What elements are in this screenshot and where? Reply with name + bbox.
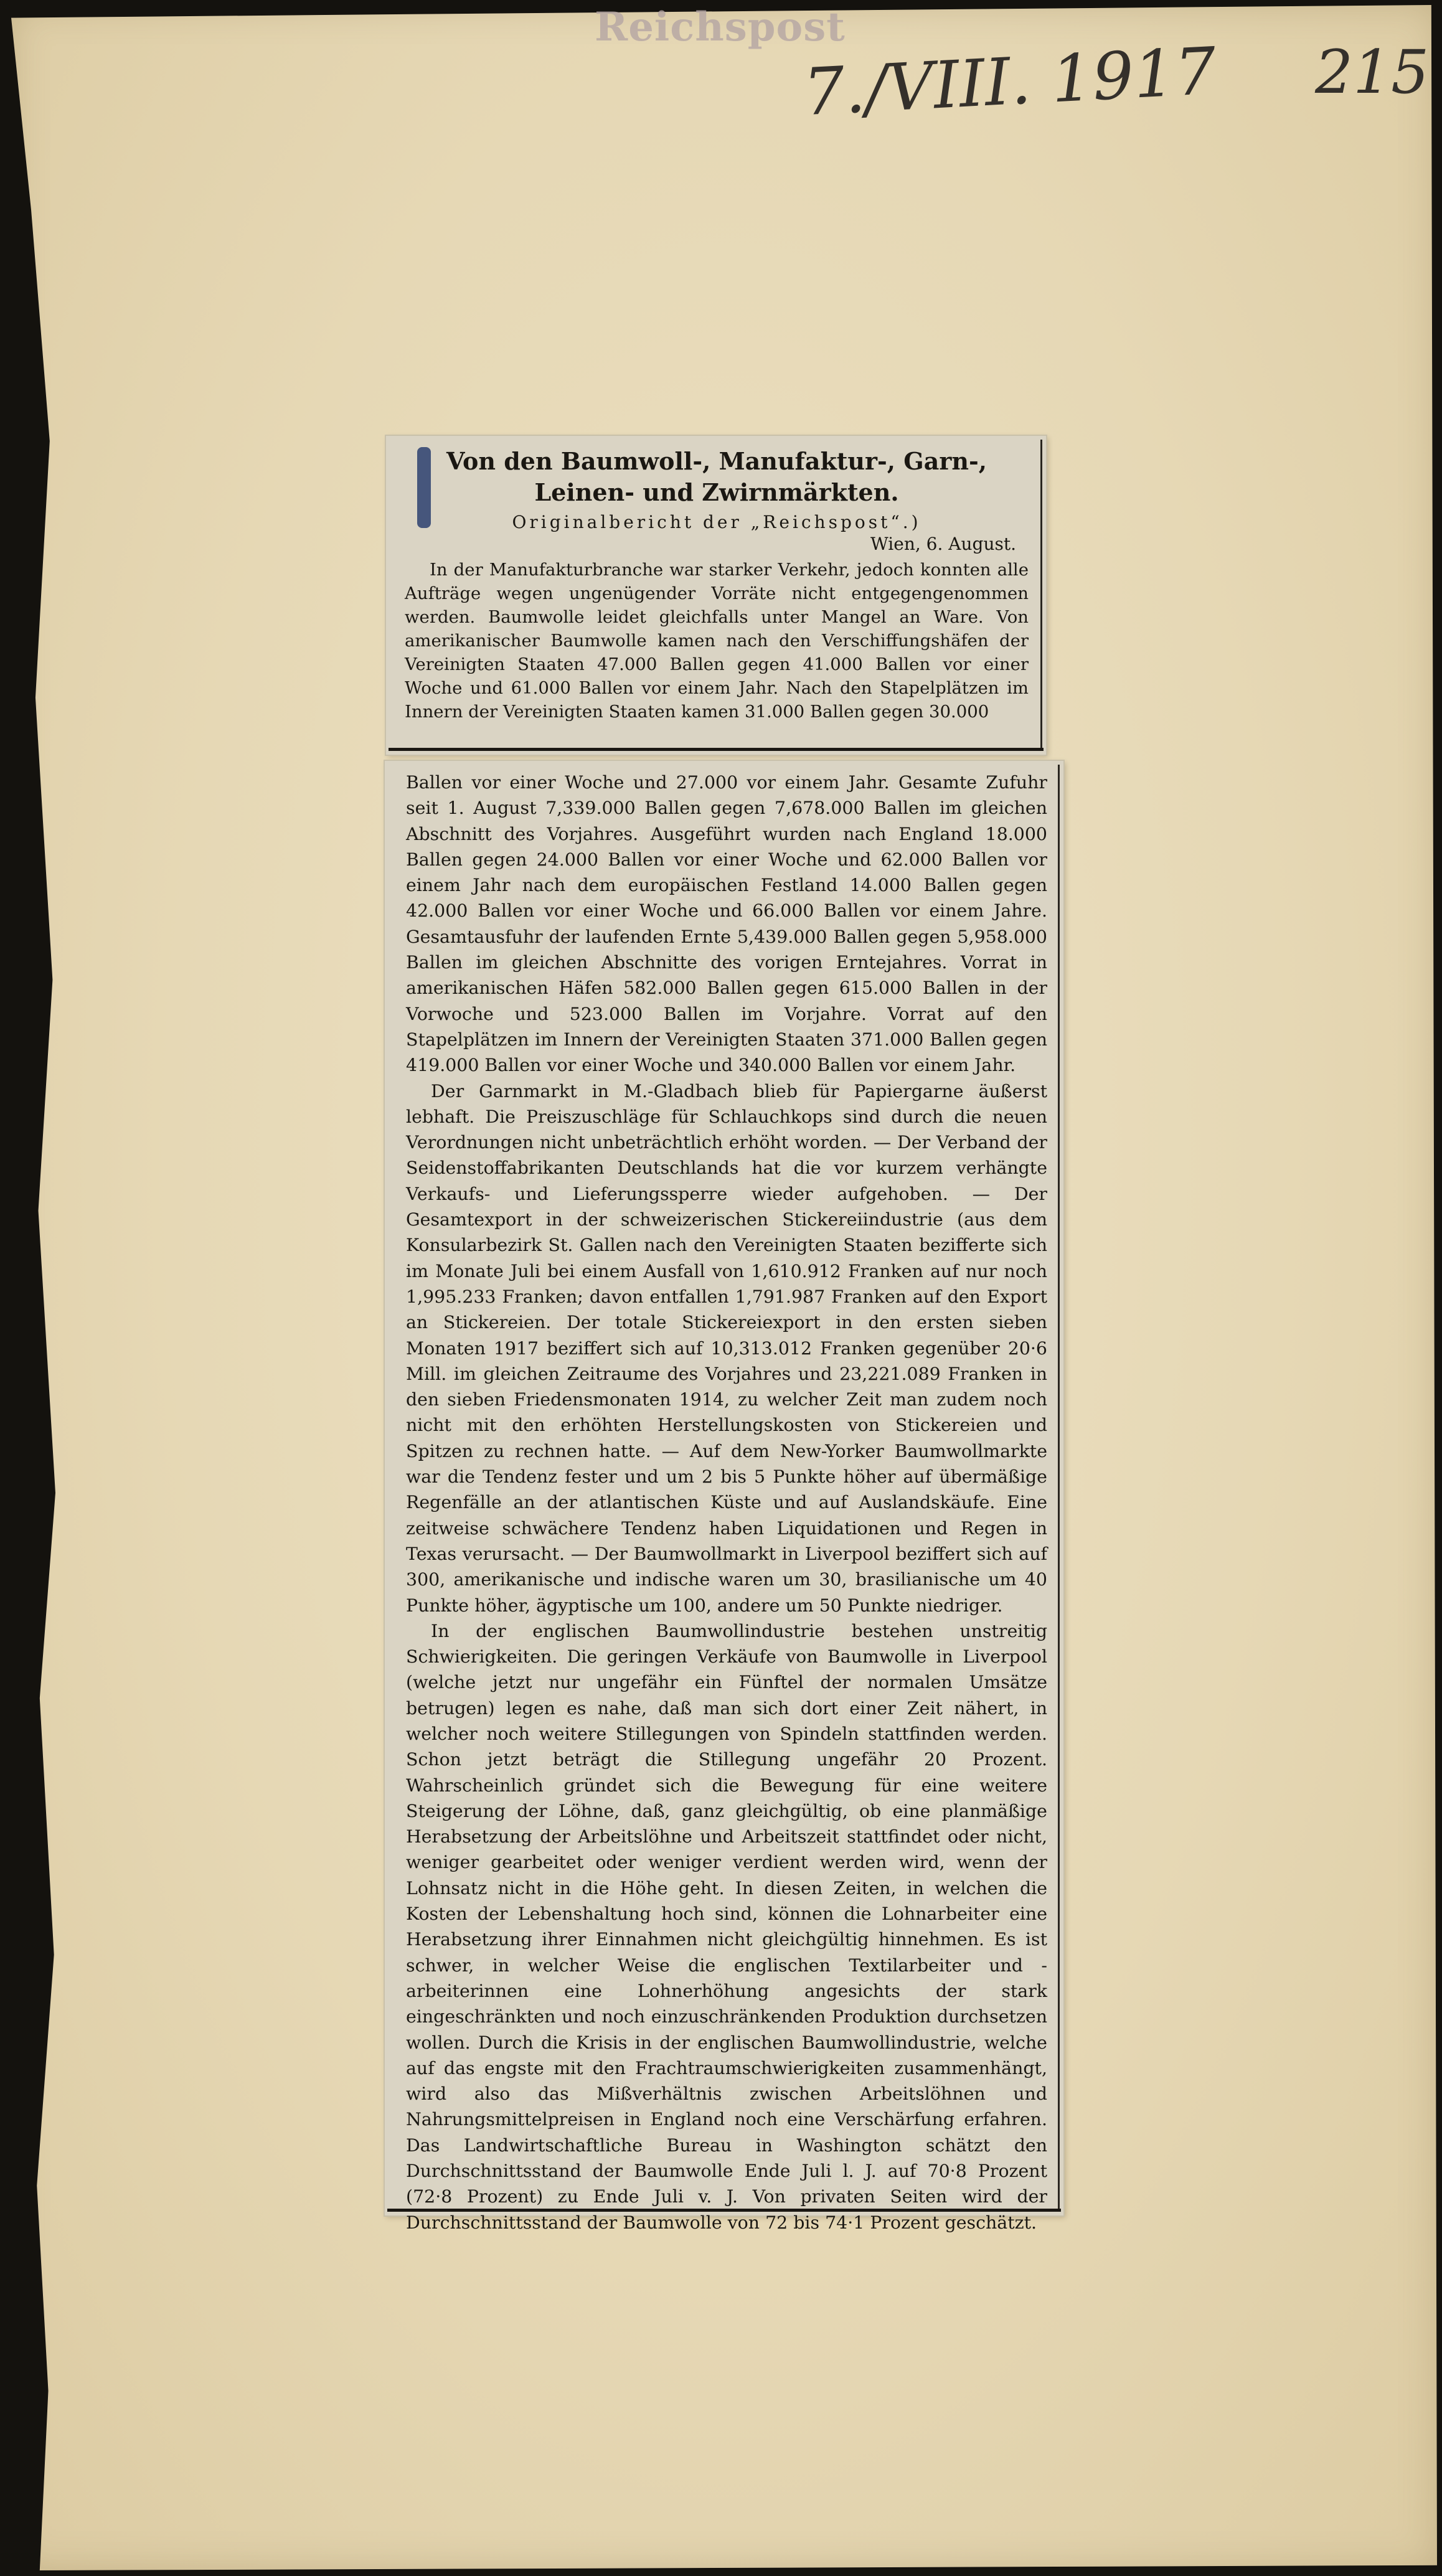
headline-line-1: Von den Baumwoll-, Manufaktur-, Garn-, bbox=[446, 447, 987, 475]
headline-line-2: Leinen- und Zwirnmärkten. bbox=[534, 478, 899, 506]
article-paragraph-3: Der Garnmarkt in M.-Gladbach blieb für Papiergarne äußerst lebhaft. Die Preiszuschläge für Schlauchkops sind durch die neuen Verordnungen nicht unbeträchtlich erhöht worden. — Der Verband der Seidenstoffabrikanten Deutschlands hat die vor kurzem verhängte Verkaufs- und Lieferungssperre wieder aufgehoben. — Der Gesamtexport in der schweizerischen Stickereiindustrie (aus dem Konsularbezirk St. Gallen nach den Vereinigten Staaten bezifferte sich im Monate Juli bei einem Ausfall von 1,610.912 Franken auf nur noch 1,995.233 Franken; davon entfallen 1,791.987 Franken auf den Export an Stickereien. Der totale Stickereiexport in den ersten sieben Monaten 1917 beziffert sich auf 10,313.012 Franken gegenüber 20·6 Mill. im gleichen Zeitraume des Vorjahres und 23,221.089 Franken in den sieben Friedensmonaten 1914, zu welcher Zeit man zudem noch nicht mit den erhöhten Herstellungskosten von Stickereien und Spitzen zu rechnen hatte. — Auf dem New-Yorker Baumwollmarkte war die Tendenz fester und um 2 bis 5 Punkte höher auf übermäßige Regenfälle an der atlantischen Küste und auf Auslandskäufe. Eine zeitweise schwächere Tendenz haben Liquidationen und Regen in Texas verursacht. — Der Baumwollmarkt in Liverpool beziffert sich auf 300, amerikanische und indische waren um 30, brasilianische um 40 Punkte höher, ägyptische um 100, andere um 50 Punkte niedriger. bbox=[406, 1080, 1047, 1616]
blue-ink-mark bbox=[417, 447, 431, 528]
newspaper-clipping-continuation bbox=[385, 761, 1063, 2233]
article-paragraph-4: In der englischen Baumwollindustrie bestehen unstreitig Schwierigkeiten. Die geringen Verkäufe von Baumwolle in Liverpool (welche jetzt nur ungefähr ein Fünftel der normalen Umsätze betrugen) legen es nahe, daß man sich dort einer Zeit nähert, in welcher noch weitere Stillegungen von Spindeln stattfinden werden. Schon jetzt beträgt die Stillegung ungefähr 20 Prozent. Wahrscheinlich gründet sich die Bewegung für eine weitere Steigerung der Löhne, daß, ganz gleichgültig, ob eine planmäßige Herabsetzung der Arbeitslöhne und Arbeitszeit stattfindet oder nicht, weniger gearbeitet oder weniger verdient werden wird, wenn der Lohnsatz nicht in die Höhe geht. In diesen Zeiten, in welchen die Kosten der Lebenshaltung hoch sind, können die Lohnarbeiter eine Herabsetzung ihrer Einnahmen nicht gleichgültig hinnehmen. Es ist schwer, in welcher Weise die englischen Textilarbeiter und -arbeiterinnen eine Lohnerhöhung angesichts der stark eingeschränkten und noch einzuschränkenden Produktion durchsetzen wollen. Durch die Krisis in der englischen Baumwollindustrie, welche auf das engste mit den Frachtraumschwierigkeiten zusammenhängt, wird also das Mißverhältnis zwischen Arbeitslöhnen und Nahrungsmittelpreisen in England noch eine Verschärfung erfahren. Das Landwirtschaftliche Bureau in Washington schätzt den Durchschnittsstand der Baumwolle Ende Juli l. J. auf 70·8 Prozent (72·8 Prozent) zu Ende Juli v. J. Von privaten Seiten wird der Durchschnittsstand der Baumwolle von 72 bis 74·1 Prozent geschätzt. bbox=[406, 1620, 1047, 2233]
handwritten-date: 7./VIII. 1917 bbox=[801, 32, 1218, 131]
dateline: Wien, 6. August. bbox=[870, 534, 1016, 554]
article-paragraph-1: In der Manufakturbranche war starker Verkehr, jedoch konnten alle Aufträge wegen ungenügender Vorräte nicht entgegengenommen werden. Baumwolle leidet gleichfalls unter Mangel an Ware. Von amerikanischer Baumwolle kamen nach den Verschiffungshäfen der Vereinigten Staaten 47.000 Ballen gegen 41.000 Ballen vor einer Woche und 61.000 Ballen vor einem Jahr. Nach den Stapelplätzen im Innern der Vereinigten Staaten kamen 31.000 Ballen gegen 30.000 bbox=[405, 560, 1029, 722]
reichspost-stamp: Reichspost bbox=[595, 4, 846, 50]
article-paragraph-2: Ballen vor einer Woche und 27.000 vor einem Jahr. Gesamte Zufuhr seit 1. August 7,339.000 Ballen gegen 7,678.000 Ballen im gleichen Abschnitt des Vorjahres. Ausgeführt wurden nach England 18.000 Ballen gegen 24.000 Ballen vor einer Woche und 62.000 Ballen vor einem Jahr nach dem europäischen Festland 14.000 Ballen gegen 42.000 Ballen vor einer Woche und 66.000 Ballen vor einem Jahre. Gesamtausfuhr der laufenden Ernte 5,439.000 Ballen gegen 5,958.000 Ballen im gleichen Abschnitte des vorigen Erntejahres. Vorrat in amerikanischen Häfen 582.000 Ballen gegen 615.000 Ballen in der Vorwoche und 523.000 Ballen im Vorjahre. Vorrat auf den Stapelplätzen im Innern der Vereinigten Staaten 371.000 Ballen gegen 419.000 Ballen vor einer Woche und 340.000 Ballen vor einem Jahr. bbox=[406, 772, 1047, 1076]
handwritten-page-number: 215 bbox=[1315, 37, 1430, 107]
byline: Originalbericht der „Reichspost“.) bbox=[512, 512, 921, 532]
newspaper-clipping-top bbox=[386, 436, 1046, 755]
